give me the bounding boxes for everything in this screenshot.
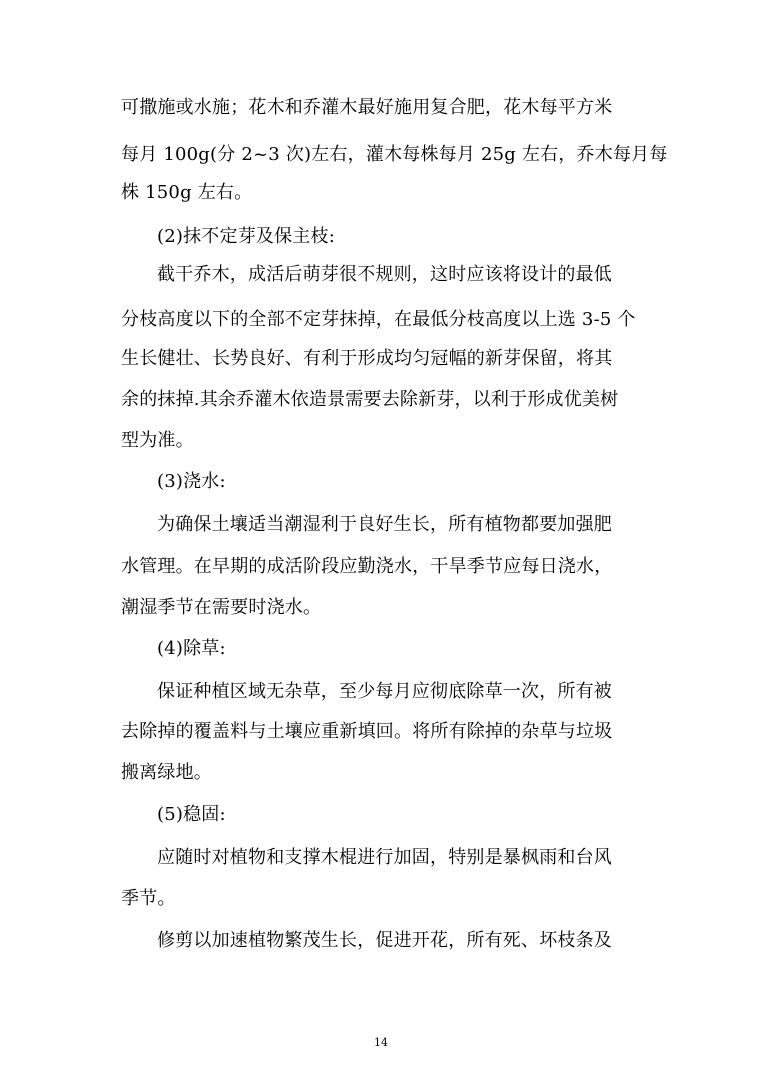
text-line: 余的抹掉.其余乔灌木依造景需要去除新芽，以利于形成优美树	[121, 389, 619, 410]
text-line: 生长健壮、长势良好、有利于形成均匀冠幅的新芽保留，将其	[121, 348, 613, 369]
text-line: 应随时对植物和支撑木棍进行加固，特别是暴枫雨和台风	[157, 847, 612, 868]
text-line: 分枝高度以下的全部不定芽抹掉，在最低分枝高度以上选 3-5 个	[121, 309, 636, 330]
section-heading: (3)浇水:	[157, 471, 226, 492]
text-line: 潮湿季节在需要时浇水。	[121, 597, 322, 618]
text-line: 为确保土壤适当潮湿利于良好生长，所有植物都要加强肥	[157, 514, 612, 535]
section-heading: (2)抹不定芽及保主枝:	[157, 226, 335, 247]
text-line: 可撒施或水施；花木和乔灌木最好施用复合肥，花木每平方米	[121, 97, 613, 118]
text-line: 去除掉的覆盖料与土壤应重新填回。将所有除掉的杂草与垃圾	[121, 721, 613, 742]
text-line: 截干乔木，成活后萌芽很不规则，这时应该将设计的最低	[157, 264, 612, 285]
text-line: 季节。	[121, 888, 176, 909]
text-line: 水管理。在早期的成活阶段应勤浇水，干旱季节应每日浇水，	[121, 556, 613, 577]
page-number: 14	[374, 1036, 388, 1049]
text-line: 株 150g 左右。	[121, 182, 253, 203]
text-line: 搬离绿地。	[121, 762, 212, 783]
section-heading: (4)除草:	[157, 638, 226, 659]
text-line: 每月 100g(分 2~3 次)左右，灌木每株每月 25g 左右，乔木每月每	[121, 144, 668, 165]
text-line: 修剪以加速植物繁茂生长，促进开花，所有死、坏枝条及	[157, 930, 612, 951]
text-line: 保证种植区域无杂草，至少每月应彻底除草一次，所有被	[157, 681, 612, 702]
text-line: 型为准。	[121, 430, 194, 451]
section-heading: (5)稳固:	[157, 804, 226, 825]
